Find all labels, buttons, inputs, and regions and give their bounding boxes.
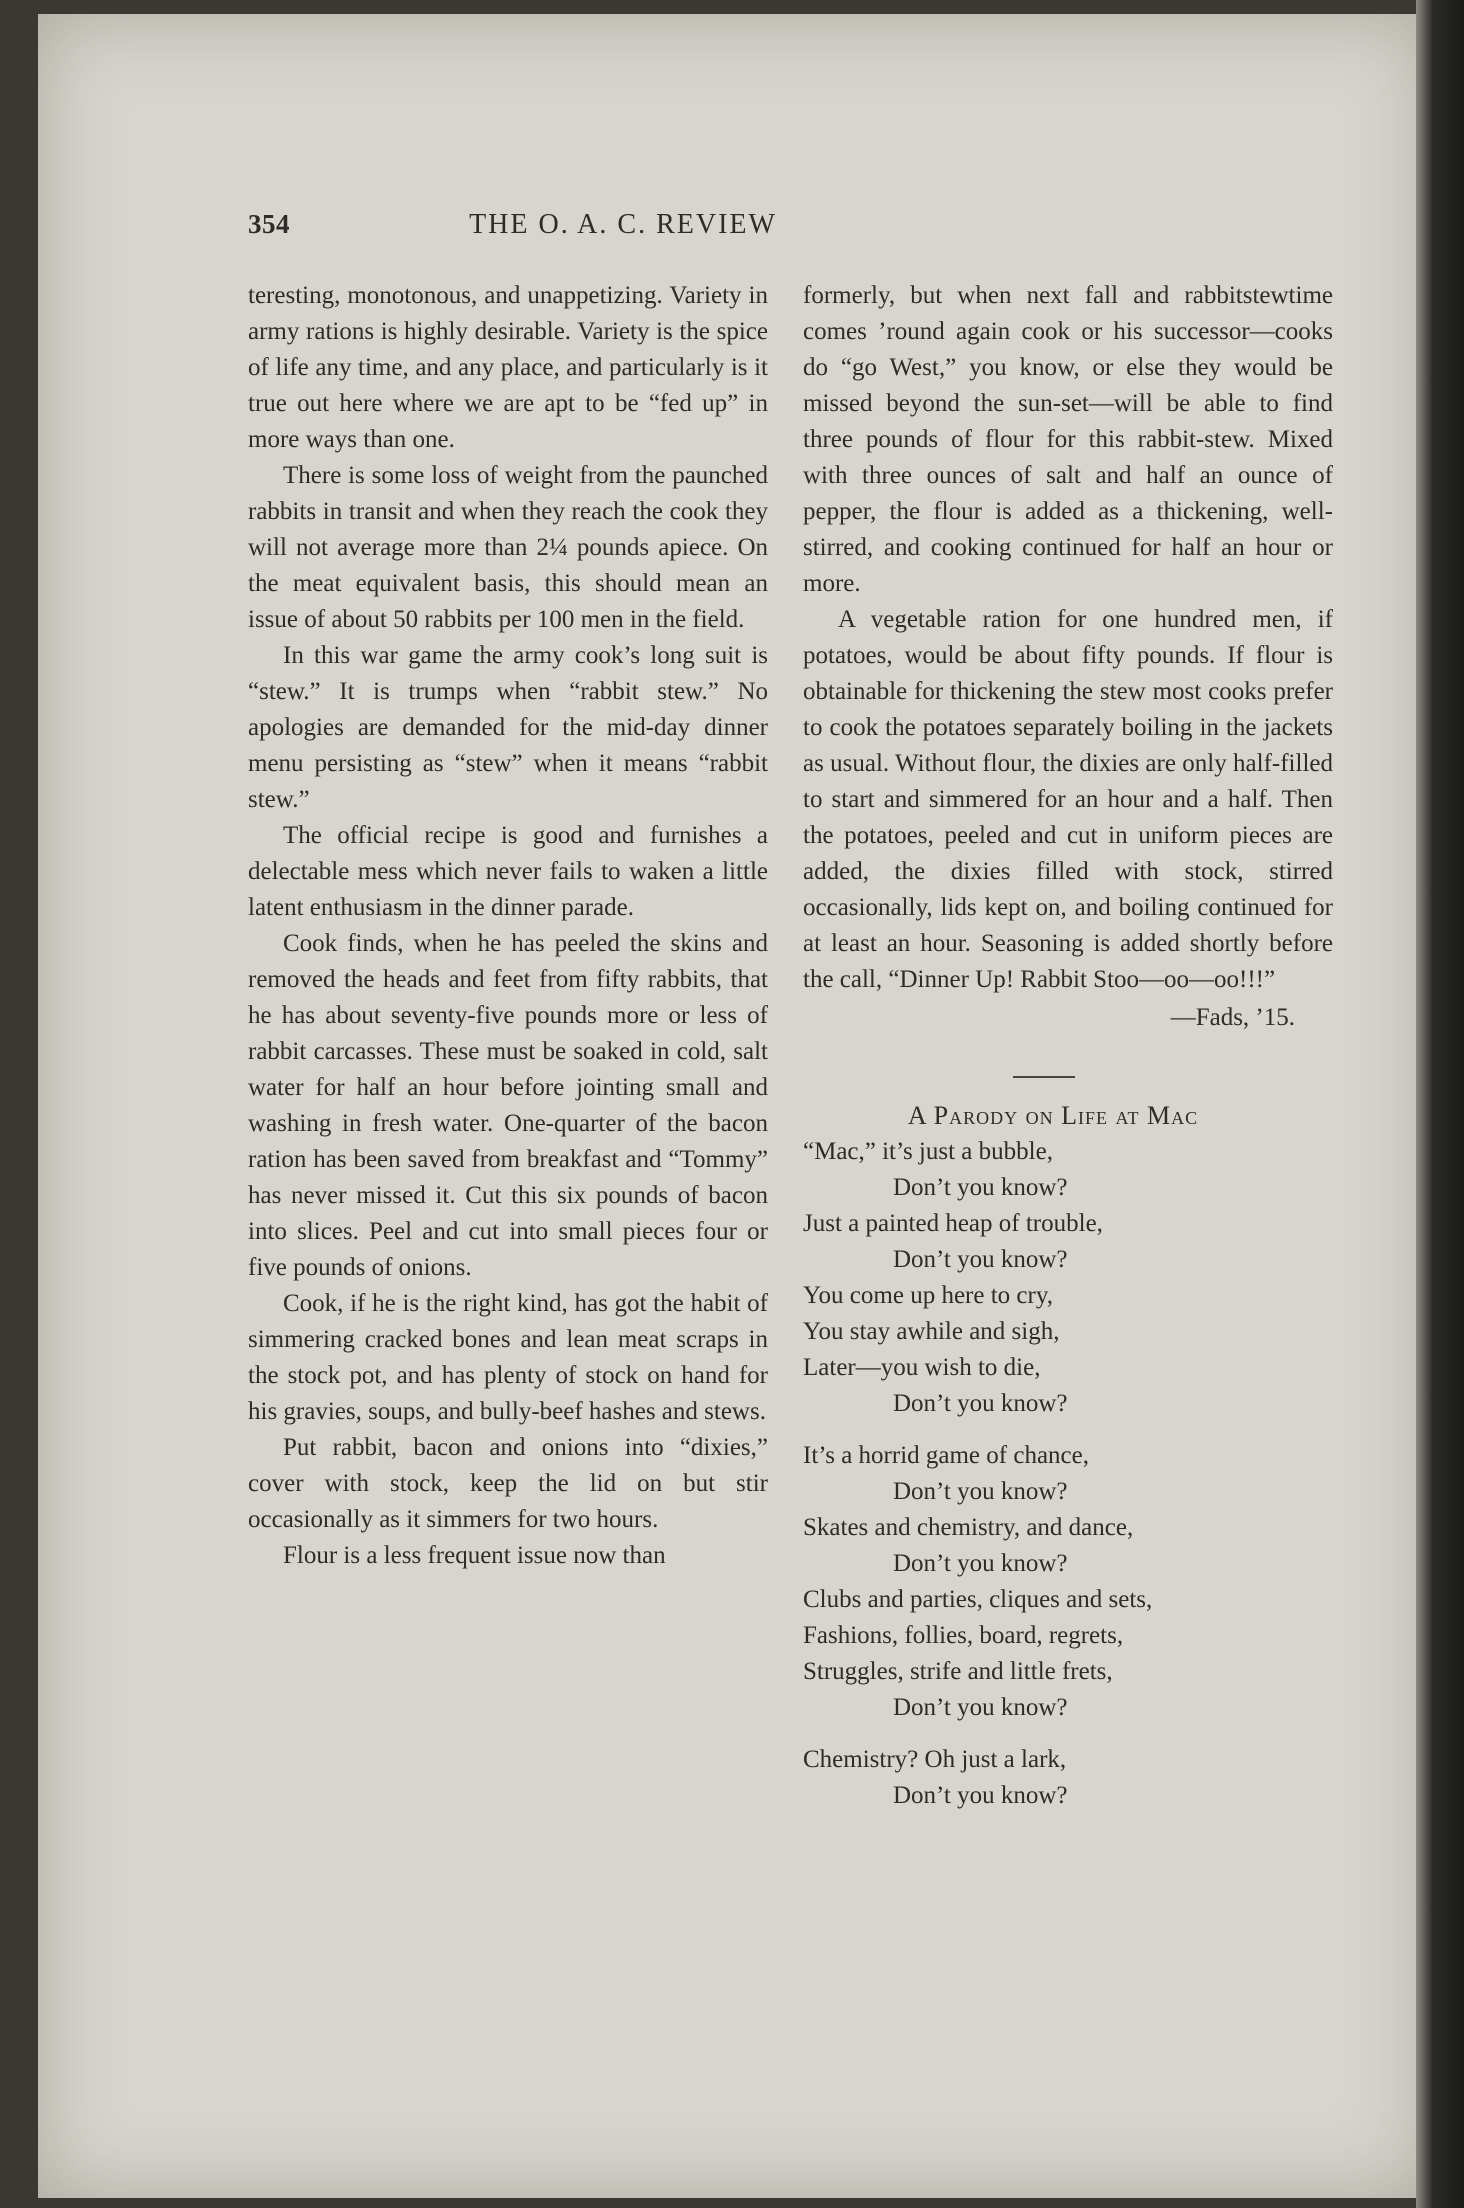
poem-line: Just a painted heap of trouble, <box>803 1210 1103 1237</box>
paragraph: formerly, but when next fall and rabbitstewtime comes ’round again cook or his successor—cooks do “go West,” you know, or else they would be missed beyond the sun-set—will be able to find three pounds of flour for this rabbit-stew. Mixed with three ounces of salt and half an ounce of pepper, the flour is added as a thickening, well-stirred, and cooking continued for half an hour or more. <box>803 282 1333 597</box>
page-number: 354 <box>248 209 290 239</box>
page-header <box>248 209 978 249</box>
author-signature: —Fads, ’15. <box>1170 1004 1295 1031</box>
poem-line: You come up here to cry, <box>803 1282 1053 1309</box>
poem-line: Don’t you know? <box>893 1246 1068 1273</box>
left-column <box>248 278 768 1574</box>
poem-line: Skates and chemistry, and dance, <box>803 1514 1134 1541</box>
right-column <box>803 278 1333 1830</box>
poem-line: “Mac,” it’s just a bubble, <box>803 1138 1053 1165</box>
paragraph: A vegetable ration for one hundred men, if potatoes, would be about fifty pounds. If flour is obtainable for thickening the stew most cooks prefer to cook the potatoes separately boiling in the jackets as usual. Without flour, the dixies are only half-filled to start and simmered for an hour and a half. Then the potatoes, peeled and cut in uniform pieces are added, the dixies filled with stock, stirred occasionally, lids kept on, and boiling continued for at least an hour. Seasoning is added shortly before the call, “Dinner Up! Rabbit Stoo—oo—oo!!!” <box>803 606 1333 993</box>
running-title: THE O. A. C. REVIEW <box>469 209 777 240</box>
paragraph: teresting, monotonous, and unappetizing. Variety in army rations is highly desirable. Variety is the spice of life any time, and any place, and particularly is it true out here where we are apt to be “fed up” in more ways than one. <box>248 282 768 453</box>
poem-line: It’s a horrid game of chance, <box>803 1442 1089 1469</box>
book-spine-edge <box>1416 0 1464 2208</box>
poem-stanza <box>803 1134 1333 1422</box>
poem-line: Later—you wish to die, <box>803 1354 1041 1381</box>
poem-line: Don’t you know? <box>893 1390 1068 1417</box>
paragraph: The official recipe is good and furnishes a delectable mess which never fails to waken a little latent enthusiasm in the dinner parade. <box>248 822 768 921</box>
poem-line: Fashions, follies, board, regrets, <box>803 1622 1124 1649</box>
poem-stanza <box>803 1438 1333 1726</box>
paragraph: In this war game the army cook’s long suit is “stew.” It is trumps when “rabbit stew.” No apologies are demanded for the mid-day dinner menu persisting as “stew” when it means “rabbit stew.” <box>248 642 768 813</box>
poem-line: Struggles, strife and little frets, <box>803 1658 1113 1685</box>
poem-line: Don’t you know? <box>893 1478 1068 1505</box>
poem-line: Don’t you know? <box>893 1174 1068 1201</box>
section-divider <box>1013 1076 1075 1078</box>
poem-line: Clubs and parties, cliques and sets, <box>803 1586 1153 1613</box>
paragraph: Cook, if he is the right kind, has got the habit of simmering cracked bones and lean meat scraps in the stock pot, and has plenty of stock on hand for his gravies, soups, and bully-beef hashes and stews. <box>248 1290 768 1425</box>
poem-line: Chemistry? Oh just a lark, <box>803 1746 1067 1773</box>
poem-line: Don’t you know? <box>893 1550 1068 1577</box>
poem-title: A Parody on Life at Mac <box>907 1101 1199 1130</box>
paragraph: Flour is a less frequent issue now than <box>283 1542 666 1569</box>
paragraph: There is some loss of weight from the paunched rabbits in transit and when they reach the cook they will not average more than 2¼ pounds apiece. On the meat equivalent basis, this should mean an issue of about 50 rabbits per 100 men in the field. <box>248 462 768 633</box>
poem-line: Don’t you know? <box>893 1782 1068 1809</box>
poem-line: Don’t you know? <box>893 1694 1068 1721</box>
poem-stanza <box>803 1742 1333 1814</box>
book-page <box>38 14 1430 2198</box>
poem-line: You stay awhile and sigh, <box>803 1318 1060 1345</box>
paragraph: Cook finds, when he has peeled the skins and removed the heads and feet from fifty rabbits, that he has about seventy-five pounds more or less of rabbit carcasses. These must be soaked in cold, salt water for half an hour before jointing small and washing in fresh water. One-quarter of the bacon ration has been saved from breakfast and “Tommy” has never missed it. Cut this six pounds of bacon into slices. Peel and cut into small pieces four or five pounds of onions. <box>248 930 768 1281</box>
poem <box>803 1134 1333 1814</box>
paragraph: Put rabbit, bacon and onions into “dixies,” cover with stock, keep the lid on but stir occasionally as it simmers for two hours. <box>248 1434 768 1533</box>
